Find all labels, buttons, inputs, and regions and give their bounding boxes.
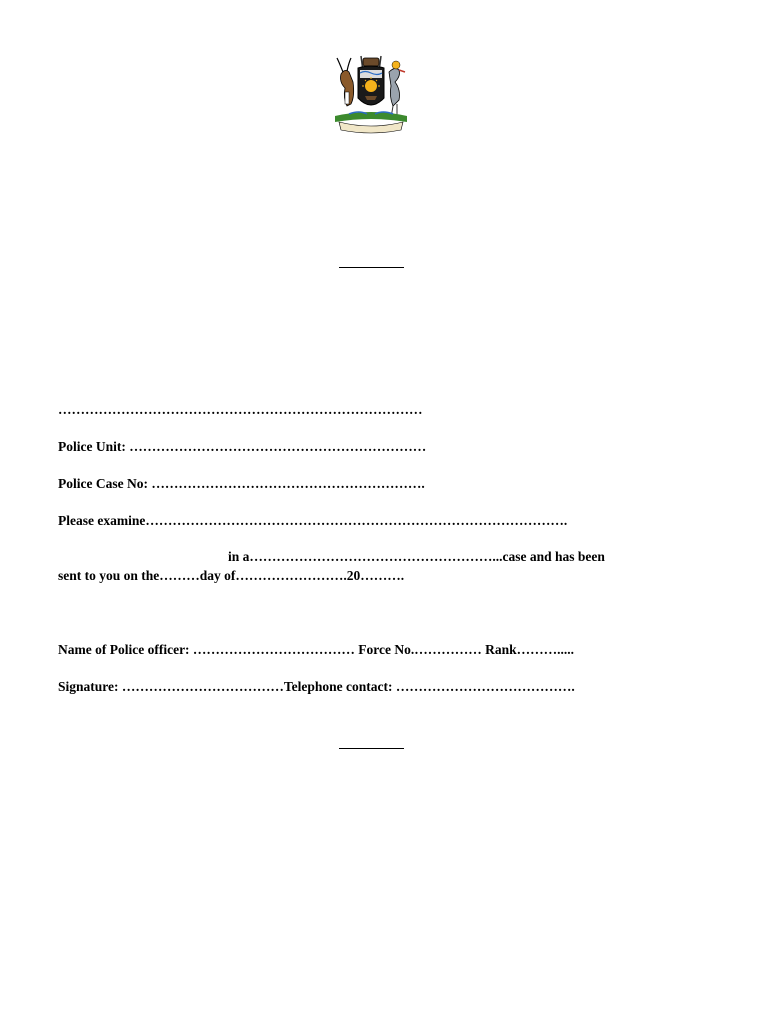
sent-date-field[interactable]: sent to you on the………day of…………………….20………. [58, 568, 405, 583]
officer-details-field[interactable]: Name of Police officer: ……………………………… Force No.…………… Rank………..... [58, 642, 575, 657]
case-type-field[interactable]: in a………………………………………………...case and has been [228, 549, 605, 564]
police-case-no-field[interactable]: Police Case No: ……………………………………………………. [58, 476, 425, 491]
uganda-coat-of-arms-icon [329, 52, 413, 136]
bottom-divider [339, 748, 404, 749]
coat-of-arms-emblem [329, 52, 413, 136]
police-unit-field[interactable]: Police Unit: ………………………………………………………… [58, 439, 427, 454]
top-divider [339, 267, 404, 268]
addressee-blank-line[interactable]: ……………………………………………………………………… [58, 402, 423, 417]
please-examine-field[interactable]: Please examine…………………………………………………………………………………. [58, 513, 568, 528]
signature-telephone-field[interactable]: Signature: ………………………………Telephone contact: …………………………………. [58, 679, 575, 694]
